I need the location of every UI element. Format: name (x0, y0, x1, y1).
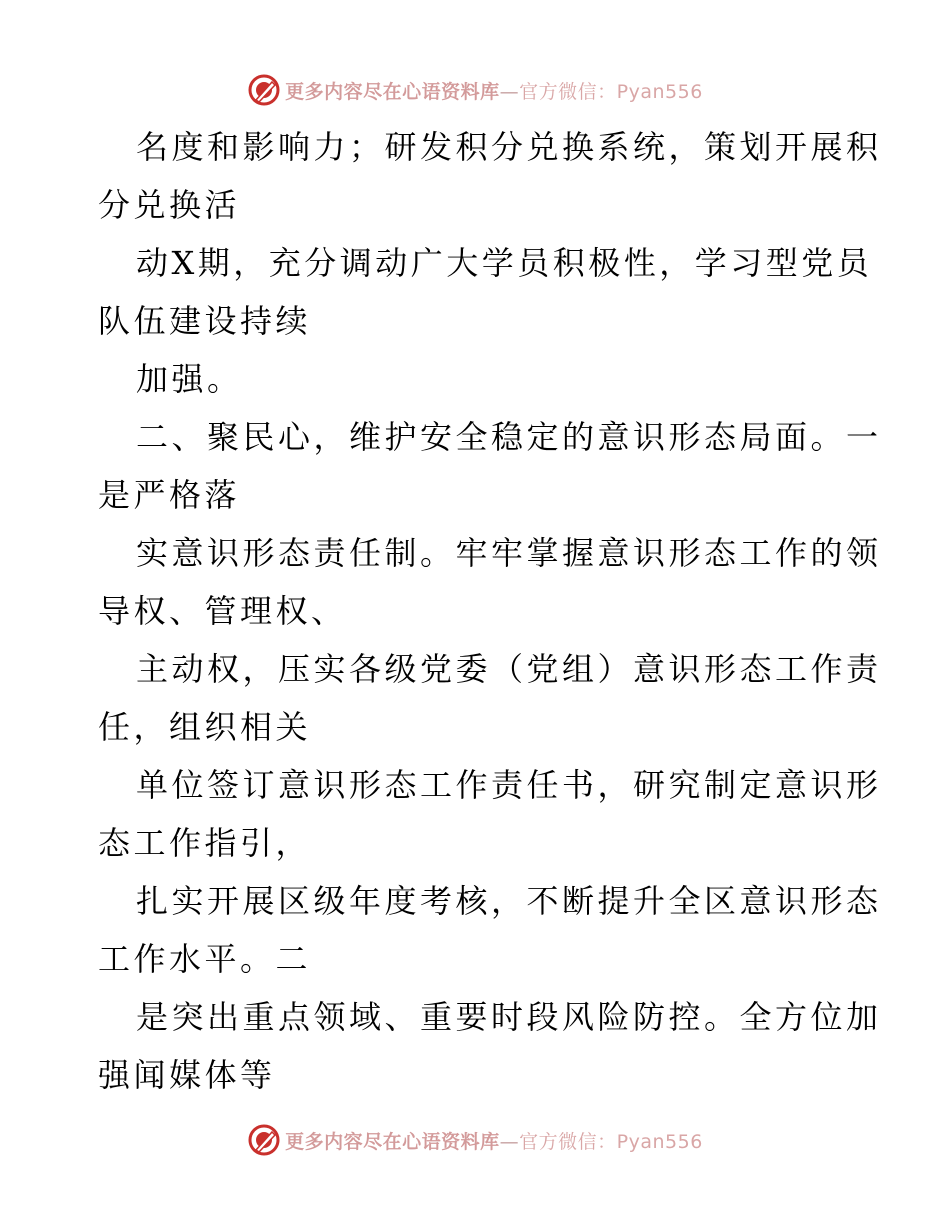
body-line: 分兑换活 (98, 186, 241, 224)
body-line: 导权、管理权、 (98, 592, 347, 630)
watermark-site: 更多内容尽在心语资料库 (285, 1130, 500, 1153)
watermark-text (285, 77, 703, 104)
body-line: 单位签订意识形态工作责任书，研究制定意识形 (136, 766, 882, 804)
watermark-footer (0, 1122, 950, 1158)
body-line: 名度和影响力；研发积分兑换系统，策划开展积 (136, 128, 882, 166)
watermark-dash: — (499, 80, 520, 103)
body-line: 主动权，压实各级党委（党组）意识形态工作责 (136, 650, 882, 688)
body-line: 强闻媒体等 (98, 1056, 276, 1094)
document-body (98, 118, 882, 1104)
body-line: 工作水平。二 (98, 940, 312, 978)
watermark-site: 更多内容尽在心语资料库 (285, 80, 500, 103)
body-line: 二、聚民心，维护安全稳定的意识形态局面。一 (136, 418, 882, 456)
body-line: 是突出重点领域、重要时段风险防控。全方位加 (136, 998, 882, 1036)
pen-logo-icon (247, 73, 281, 107)
watermark-wechat: 官方微信：Pyan556 (519, 1130, 703, 1153)
body-line: 态工作指引， (98, 824, 312, 862)
watermark-dash: — (499, 1130, 520, 1153)
body-line: 队伍建设持续 (98, 302, 312, 340)
body-line: 实意识形态责任制。牢牢掌握意识形态工作的领 (136, 534, 882, 572)
body-line: 扎实开展区级年度考核，不断提升全区意识形态 (136, 882, 882, 920)
body-line: 加强。 (136, 360, 243, 398)
watermark-text (285, 1127, 703, 1154)
body-line: 任，组织相关 (98, 708, 312, 746)
watermark-header (0, 72, 950, 108)
pen-logo-icon (247, 1123, 281, 1157)
body-line: 是严格落 (98, 476, 241, 514)
watermark-wechat: 官方微信：Pyan556 (519, 80, 703, 103)
body-line: 动X期，充分调动广大学员积极性，学习型党员 (136, 244, 873, 282)
